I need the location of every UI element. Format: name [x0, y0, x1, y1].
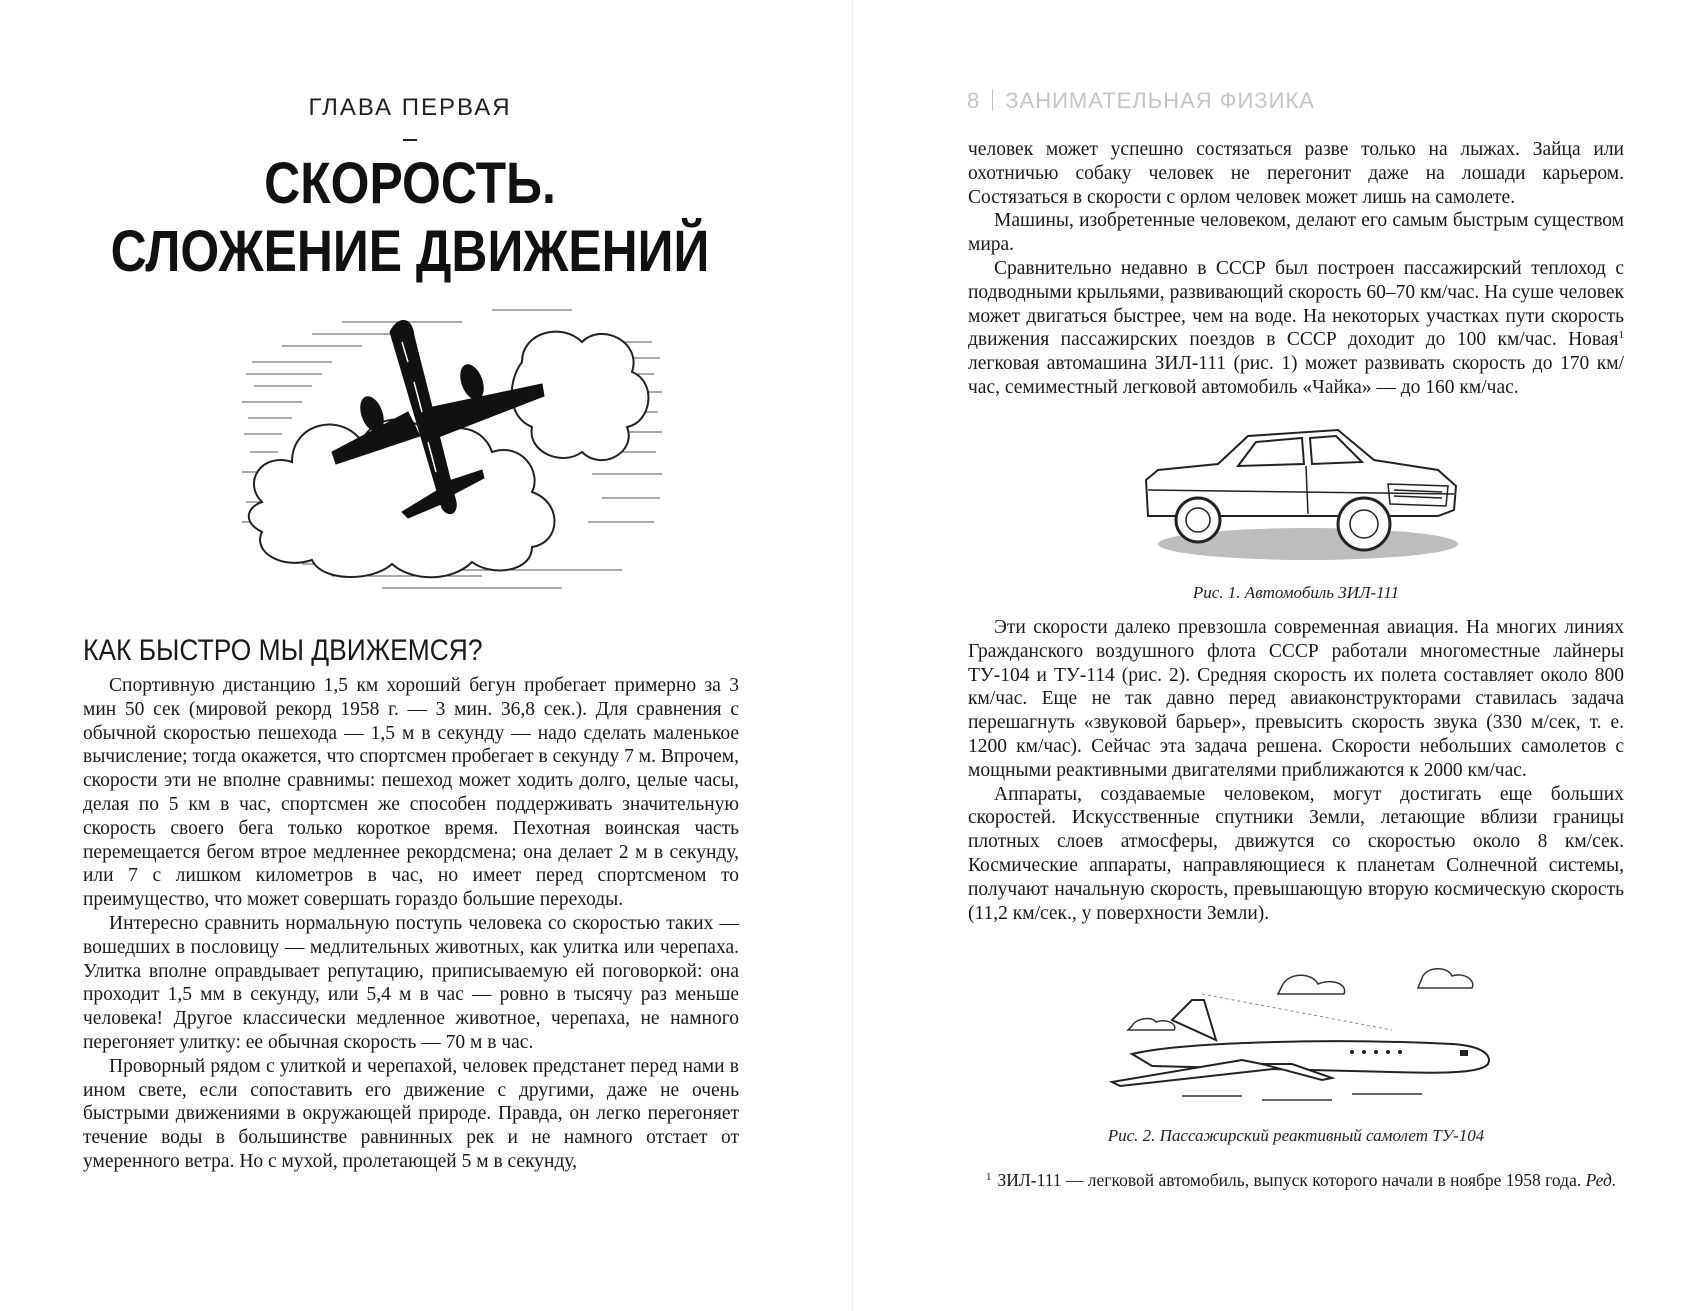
- chapter-divider: [403, 139, 417, 141]
- paragraph: Машины, изобретенные человеком, делают его самым быстрым существом мира.: [968, 210, 1624, 256]
- footnote: [968, 1166, 1624, 1191]
- tu-104-jet-illustration: [1092, 960, 1532, 1110]
- header-separator: [992, 89, 993, 111]
- footnote-text: ЗИЛ-111 — легковой автомобиль, выпуск которого начали в ноябре 1958 года.: [997, 1170, 1582, 1190]
- paragraph: Аппараты, создаваемые человеком, могут достигать еще больших скоростей. Искусственные спутники Земли, летающие вблизи границы плотных слоев атмосферы, движутся со скоростью около 8 км/сек. Космические аппараты, направляющиеся к планетам Солнечной системы, получают начальную скорость, превышающую вторую космическую скорость (11,2 км/сек., у поверхности Земли).: [968, 783, 1624, 924]
- airplane-in-clouds-illustration: [242, 302, 662, 594]
- footnote-mark: 1: [986, 1171, 992, 1183]
- paragraph: человек может успешно состязаться разве только на лыжах. Зайца или охотничью собаку человек не перегонит даже на лошади карьером. Состязаться в скорости с орлом человек может лишь на самолете.: [968, 139, 1624, 208]
- figure-caption-1: Рис. 1. Автомобиль ЗИЛ-111: [1192, 583, 1400, 602]
- chapter-title-line-1: СКОРОСТЬ.: [264, 151, 556, 216]
- section-heading: КАК БЫСТРО МЫ ДВИЖЕМСЯ?: [83, 634, 483, 667]
- right-body-text-top: [968, 138, 1624, 400]
- paragraph: Эти скорости далеко превзошла современная авиация. На многих линиях Гражданского воздушного флота СССР работали многоместные лайнеры ТУ-104 и ТУ-114 (рис. 2). Средняя скорость их полета составляет около 800 км/час. Еще не так давно перед авиаконструкторами ставилась задача перешагнуть «звуковой барьер», превысить скорость звука (330 м/сек, т. е. 1200 км/час). Сейчас эта задача решена. Скорости небольших самолетов с мощными реактивными двигателями приближаются к 2000 км/час.: [968, 617, 1624, 781]
- running-title: ЗАНИМАТЕЛЬНАЯ ФИЗИКА: [1005, 88, 1315, 113]
- paragraph: Спортивную дистанцию 1,5 км хороший бегун пробегает примерно за 3 мин 50 сек (мировой рекорд 1958 г. — 3 мин. 36,8 сек.). Для сравнения с обычной скоростью пешехода — 1,5 м в секунду — надо сделать маленькое вычисление; тогда окажется, что спортсмен пробегает в секунду 7 м. Впрочем, скорости эти не вполне сравнимы: пешеход может ходить долго, целые часы, делая по 5 км в час, спортсмен же способен поддерживать значительную скорость своего бега только короткое время. Пехотная воинская часть перемещается бегом втрое медленнее рекордсмена; она делает 2 м в секунду, или 7 с лишком километров в час, но имеет перед спортсменом то преимущество, что может совершать гораздо большие переходы.: [83, 675, 739, 911]
- paragraph: Интересно сравнить нормальную поступь человека со скоростью таких — вошедших в пословицу — медлительных животных, как улитка или черепаха. Улитка вполне оправдывает репутацию, приписываемую ей поговоркой: она проходит 1,5 мм в секунду, или 5,4 м в час — ровно в тысячу раз меньше человека! Другое классически медленное животное, черепаха, не намного перегоняет улитку: ее обычная скорость — 70 м в час.: [83, 912, 739, 1053]
- paragraph-part: Сравнительно недавно в СССР был построен пассажирский теплоход с подводными крыльями, развивающий скорость 60–70 км/час. На суше человек может двигаться быстрее, чем на воде. На некоторых участках пути скорость движения пассажирских поездов в СССР доходит до 100 км/час. Новая: [968, 257, 1624, 351]
- footnote-editor-note: Ред.: [1585, 1170, 1617, 1190]
- footnote-reference[interactable]: 1: [1618, 329, 1624, 342]
- paragraph: [968, 257, 1624, 400]
- left-body-text: [83, 674, 739, 1174]
- paragraph: Проворный рядом с улиткой и черепахой, человек предстанет перед нами в ином свете, если сопоставить его движение с другими, даже не очень быстрыми движениями в окружающей природе. Правда, он легко перегоняет течение воды в большинстве равнинных рек и не намного отстает от умеренного ветра. Но с мухой, пролетающей 5 м в секунду,: [83, 1055, 739, 1172]
- running-header: [967, 88, 1315, 114]
- zil-111-car-illustration: [1138, 424, 1468, 570]
- paragraph-part: легковая автомашина ЗИЛ-111 (рис. 1) может развивать скорость до 170 км/час, семиместный легковой автомобиль «Чайка» — до 160 км/час.: [968, 353, 1624, 398]
- chapter-title: [57, 150, 762, 286]
- page-number: 8: [967, 88, 981, 113]
- chapter-label: ГЛАВА ПЕРВАЯ: [308, 94, 512, 121]
- right-body-text-bottom: [968, 616, 1624, 925]
- figure-caption-2: Рис. 2. Пассажирский реактивный самолет ТУ-104: [1107, 1126, 1485, 1145]
- chapter-title-line-2: СЛОЖЕНИЕ ДВИЖЕНИЙ: [110, 219, 710, 284]
- right-page: [852, 0, 1692, 1311]
